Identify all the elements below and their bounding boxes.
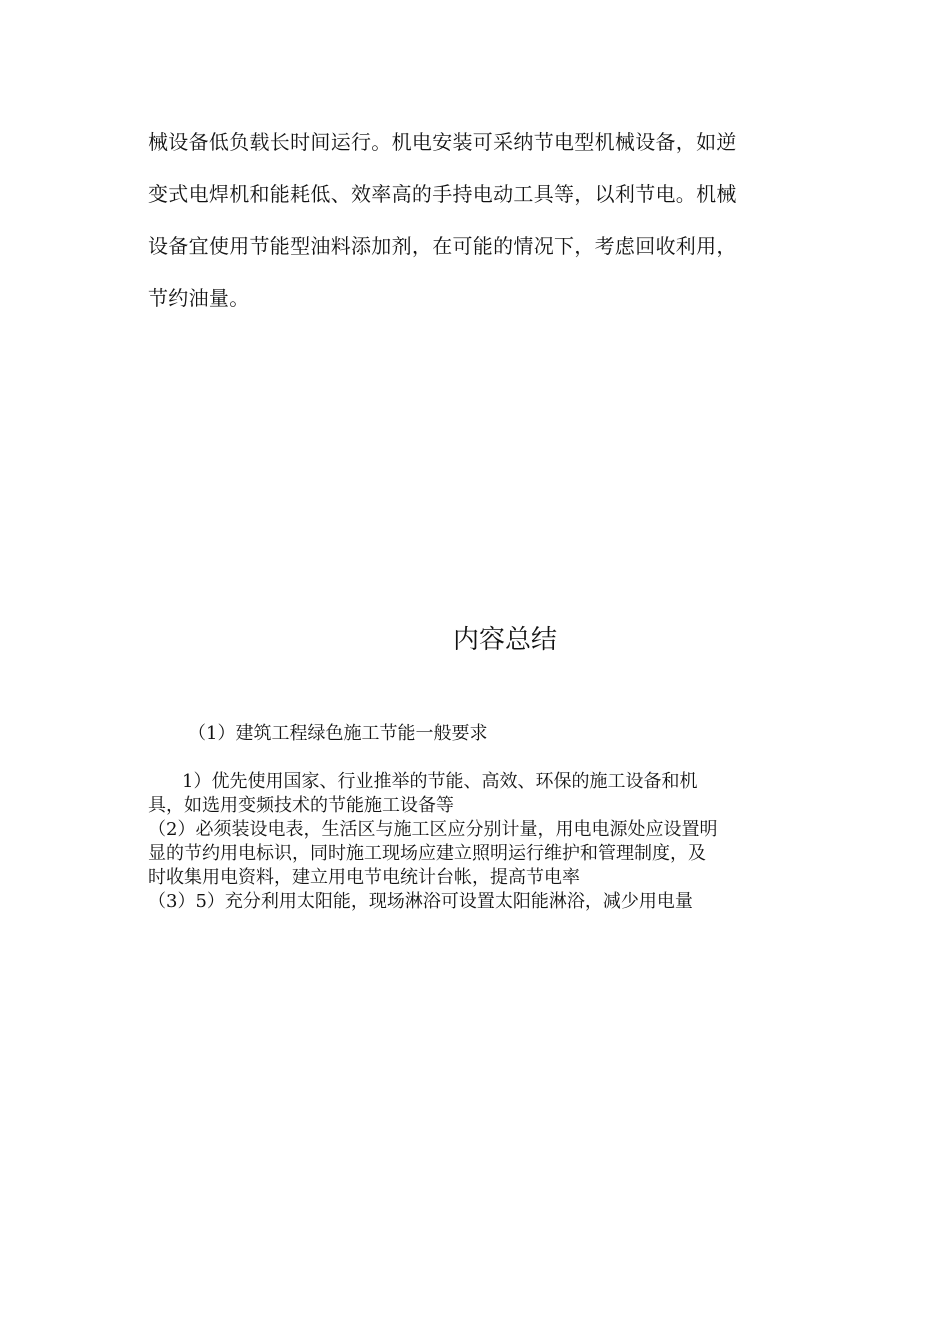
summary-line-5: 时收集用电资料，建立用电节电统计台帐，提高节电率 bbox=[148, 867, 580, 888]
summary-title: 内容总结 bbox=[452, 625, 557, 655]
summary-line-2: 具，如选用变频技术的节能施工设备等 bbox=[148, 795, 454, 816]
summary-line-1: 1）优先使用国家、行业推举的节能、高效、环保的施工设备和机 bbox=[182, 771, 698, 792]
body-line-4: 节约油量。 bbox=[148, 286, 250, 310]
summary-line-3: （2）必须装设电表，生活区与施工区应分别计量，用电电源处应设置明 bbox=[148, 819, 718, 840]
body-line-2: 变式电焊机和能耗低、效率高的手持电动工具等，以利节电。机械 bbox=[148, 182, 737, 206]
summary-line-6: （3）5）充分利用太阳能，现场淋浴可设置太阳能淋浴，减少用电量 bbox=[148, 891, 693, 912]
body-line-3: 设备宜使用节能型油料添加剂，在可能的情况下，考虑回收利用， bbox=[148, 234, 737, 258]
summary-line-4: 显的节约用电标识，同时施工现场应建立照明运行维护和管理制度，及 bbox=[148, 843, 706, 864]
summary-heading: （1）建筑工程绿色施工节能一般要求 bbox=[188, 723, 488, 744]
body-paragraph bbox=[148, 116, 808, 324]
summary-content bbox=[148, 770, 828, 914]
body-line-1: 械设备低负载长时间运行。机电安装可采纳节电型机械设备，如逆 bbox=[148, 130, 737, 154]
